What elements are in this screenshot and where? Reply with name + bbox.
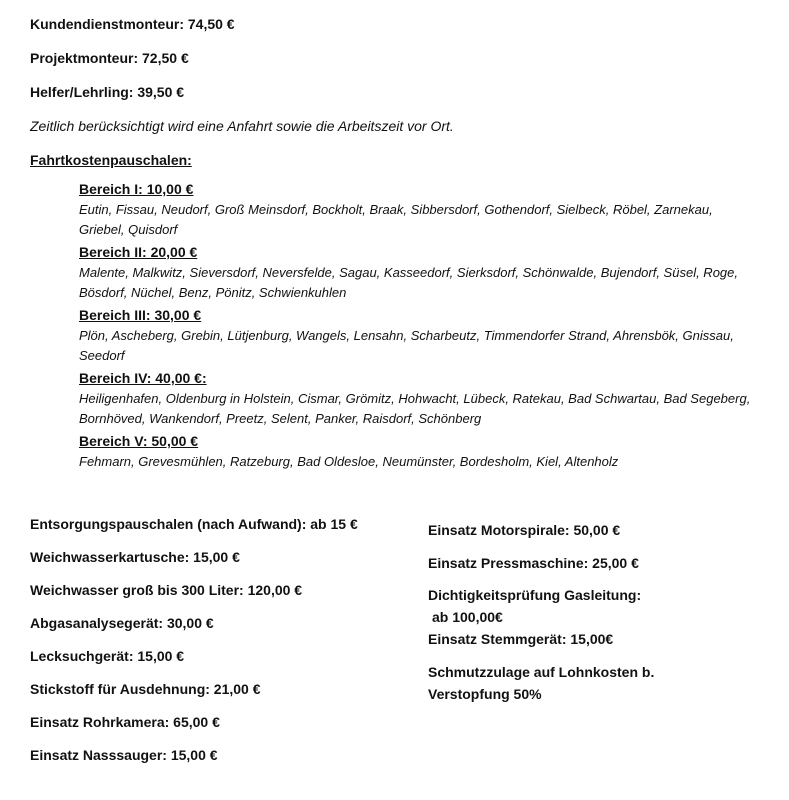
zone-title: Bereich V: 50,00 € xyxy=(79,433,199,449)
zone-4 xyxy=(79,368,759,429)
travel-time-note: Zeitlich berücksichtigt wird eine Anfahrt sowie die Arbeitszeit vor Ort. xyxy=(30,118,454,134)
extra-schmutzzulage xyxy=(428,661,768,705)
extra-weichwasserkartusche: Weichwasserkartusche: 15,00 € xyxy=(30,549,240,565)
zone-title: Bereich III: 30,00 € xyxy=(79,307,202,323)
zone-title: Bereich I: 10,00 € xyxy=(79,181,194,197)
zone-1 xyxy=(79,179,759,240)
extra-nasssauger: Einsatz Nasssauger: 15,00 € xyxy=(30,747,218,763)
zone-5 xyxy=(79,431,759,472)
rate-projektmonteur: Projektmonteur: 72,50 € xyxy=(30,50,189,66)
zone-places: Fehmarn, Grevesmühlen, Ratzeburg, Bad Oldesloe, Neumünster, Bordesholm, Kiel, Altenholz xyxy=(79,454,619,469)
zone-places: Plön, Ascheberg, Grebin, Lütjenburg, Wangels, Lensahn, Scharbeutz, Timmendorfer Strand, Ahrensbök, Gnissau, Seedorf xyxy=(79,328,734,363)
extra-stickstoff: Stickstoff für Ausdehnung: 21,00 € xyxy=(30,681,261,697)
extras-left-column xyxy=(30,508,420,772)
extras-right-column xyxy=(428,514,768,705)
extra-schmutzzulage-line1: Schmutzzulage auf Lohnkosten b. xyxy=(428,664,655,680)
price-list-top xyxy=(30,0,770,472)
rate-kundendienstmonteur: Kundendienstmonteur: 74,50 € xyxy=(30,16,235,32)
extra-lecksuchgeraet: Lecksuchgerät: 15,00 € xyxy=(30,648,185,664)
zone-title: Bereich IV: 40,00 €: xyxy=(79,370,207,386)
extra-abgasanalysegeraet: Abgasanalysegerät: 30,00 € xyxy=(30,615,214,631)
extra-entsorgung: Entsorgungspauschalen (nach Aufwand): ab 15 € xyxy=(30,516,358,532)
zone-2 xyxy=(79,242,759,303)
extra-schmutzzulage-line2: Verstopfung 50% xyxy=(428,686,542,702)
travel-zones xyxy=(79,179,759,472)
extra-dichtigkeitspruefung xyxy=(428,584,768,628)
extra-weichwasser-gross: Weichwasser groß bis 300 Liter: 120,00 € xyxy=(30,582,303,598)
extra-motorspirale: Einsatz Motorspirale: 50,00 € xyxy=(428,522,621,538)
extra-stemmgeraet: Einsatz Stemmgerät: 15,00€ xyxy=(428,631,614,647)
zone-3 xyxy=(79,305,759,366)
zone-places: Heiligenhafen, Oldenburg in Holstein, Cismar, Grömitz, Hohwacht, Lübeck, Ratekau, Bad Schwartau, Bad Segeberg, Bornhöved, Wankendorf, Preetz, Selent, Panker, Raisdorf, Schönberg xyxy=(79,391,751,426)
zone-places: Malente, Malkwitz, Sieversdorf, Neversfelde, Sagau, Kasseedorf, Sierksdorf, Schönwalde, Bujendorf, Süsel, Roge, Bösdorf, Nüchel, Benz, Pönitz, Schwienkuhlen xyxy=(79,265,738,300)
extra-rohrkamera: Einsatz Rohrkamera: 65,00 € xyxy=(30,714,220,730)
extra-pressmaschine: Einsatz Pressmaschine: 25,00 € xyxy=(428,555,639,571)
travel-cost-heading: Fahrtkostenpauschalen: xyxy=(30,152,192,168)
zone-title: Bereich II: 20,00 € xyxy=(79,244,198,260)
rate-helfer-lehrling: Helfer/Lehrling: 39,50 € xyxy=(30,84,185,100)
extra-dichtigkeitspruefung-line2: ab 100,00€ xyxy=(432,609,503,625)
zone-places: Eutin, Fissau, Neudorf, Groß Meinsdorf, Bockholt, Braak, Sibbersdorf, Gothendorf, Sielbeck, Röbel, Zarnekau, Griebel, Quisdorf xyxy=(79,202,713,237)
extra-dichtigkeitspruefung-line1: Dichtigkeitsprüfung Gasleitung: xyxy=(428,587,642,603)
